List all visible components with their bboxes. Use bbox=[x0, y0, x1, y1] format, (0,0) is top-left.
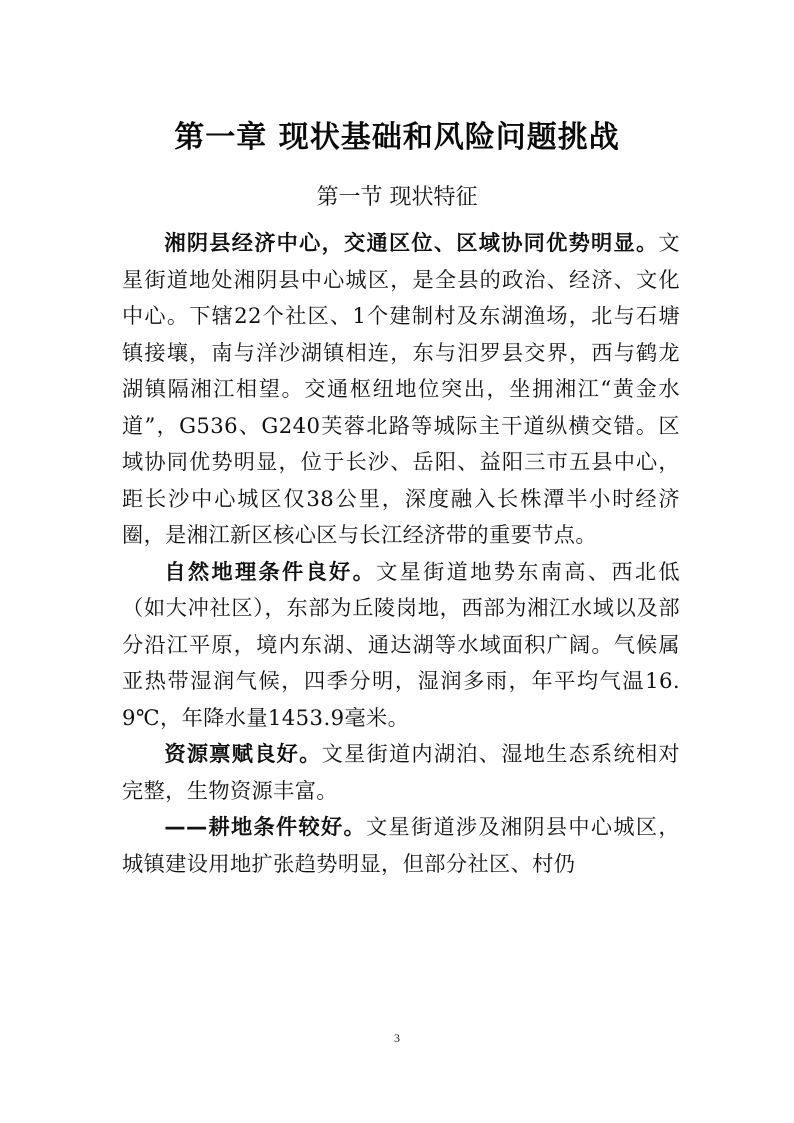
paragraph-location bbox=[122, 225, 680, 554]
paragraph-farmland bbox=[122, 809, 680, 882]
paragraph-text: 文星街道地处湘阴县中心城区，是全县的政治、经济、文化中心。下辖22个社区、1个建制村及东湖渔场，北与石塘镇接壤，南与洋沙湖镇相连，东与汨罗县交界，西与鹤龙湖镇隔湘江相望。交通枢纽地位突出，坐拥湘江“黄金水道”，G536、G240芙蓉北路等城际主干道纵横交错。区域协同优势明显，位于长沙、岳阳、益阳三市五县中心，距长沙中心城区仅38公里，深度融入长株潭半小时经济圈，是湘江新区核心区与长江经济带的重要节点。 bbox=[122, 230, 680, 547]
paragraph-lead: 湘阴县经济中心，交通区位、区域协同优势明显。 bbox=[164, 230, 659, 255]
page-number: 3 bbox=[394, 1031, 400, 1045]
paragraph-geography bbox=[122, 554, 680, 737]
paragraph-lead: ——耕地条件较好。 bbox=[164, 814, 366, 839]
paragraph-resources bbox=[122, 736, 680, 809]
section-title: 第一节 现状特征 bbox=[316, 185, 478, 210]
body-text bbox=[122, 225, 680, 882]
chapter-title: 第一章 现状基础和风险问题挑战 bbox=[174, 120, 620, 155]
paragraph-text: 文星街道内湖泊、湿地生态系统相对完整，生物资源丰富。 bbox=[122, 741, 680, 803]
paragraph-text: 文星街道地势东南高、西北低（如大冲社区），东部为丘陵岗地，西部为湘江水域以及部分沿江平原，境内东湖、通达湖等水域面积广阔。气候属亚热带湿润气候，四季分明，湿润多雨，年平均气温16.9℃，年降水量1453.9毫米。 bbox=[122, 558, 680, 730]
paragraph-lead: 资源禀赋良好。 bbox=[164, 741, 322, 766]
paragraph-lead: 自然地理条件良好。 bbox=[164, 558, 377, 584]
paragraph-text: 文星街道涉及湘阴县中心城区，城镇建设用地扩张趋势明显，但部分社区、村仍 bbox=[122, 814, 680, 876]
